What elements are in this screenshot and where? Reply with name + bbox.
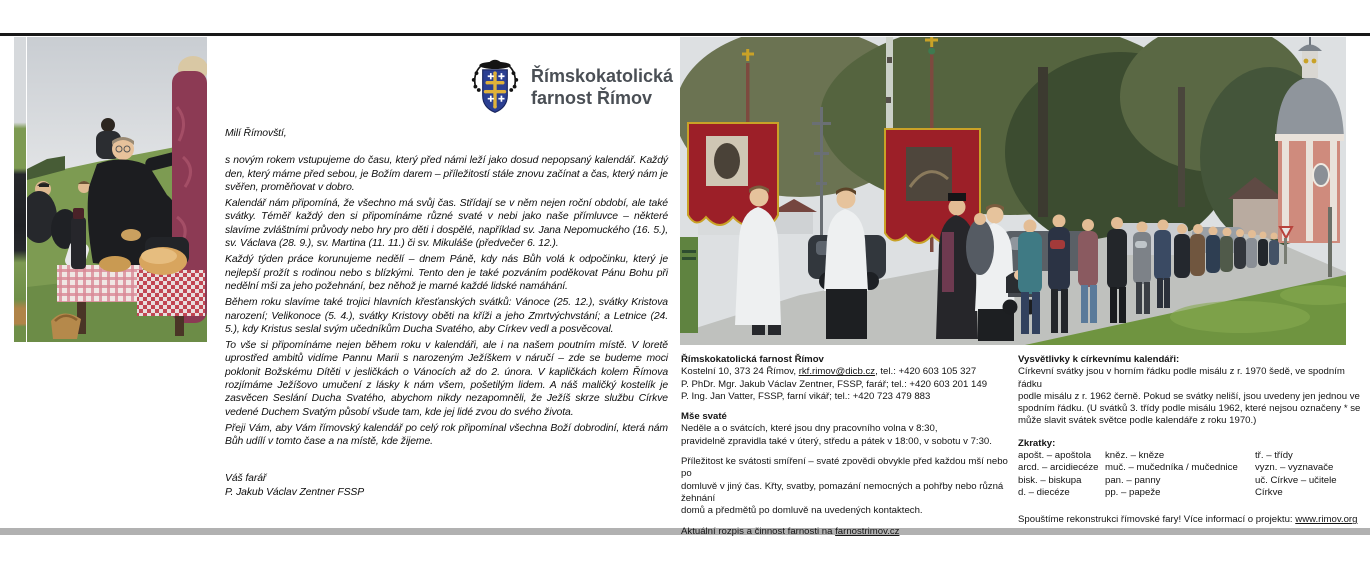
legend-line: podle misálu z r. 1962 černě. Pokud se svátky neliší, jsou uvedeny jen jednou ve <box>1018 390 1360 402</box>
address-suffix: , tel.: +420 603 105 327 <box>875 366 977 378</box>
right-photo-procession <box>680 37 1346 345</box>
masses-line: Neděle a o svátcích, které jsou dny pracovního volna v 8:30, <box>681 423 938 435</box>
letter-closing <box>225 472 668 501</box>
priest-line: P. PhDr. Mgr. Jakub Václav Zentner, FSSP, farář; tel.: +420 603 201 149 <box>681 378 988 390</box>
coat-of-arms-icon <box>467 54 523 117</box>
abbr-column-3 <box>1255 450 1362 499</box>
vicar-line: P. Ing. Jan Vatter, FSSP, farní vikář; tel.: +420 723 479 883 <box>681 390 931 402</box>
reconstruction-prefix: Spouštíme rekonstrukci římovské fary! Více informací o projektu: <box>1018 514 1296 526</box>
schedule-prefix: Aktuální rozpis a činnost farnosti na <box>681 525 836 537</box>
sacraments-line: domluvě v jiný čas. Křty, svatby, pomazání nemocných a pohřby nebo různá žehnání <box>681 480 1004 504</box>
letter-paragraph: To vše si připomínáme nejen během roku v kalendáři, ale i na našem poutním místě. V loretě uprostřed ambitů vidíme Pannu Marii s narozeným Ježíškem v náručí – zde se budeme moci poklonit Božskému Dítěti v jesličkách o Vánocích až do 2. února. V kapličkách kolem Římova rozjímáme Ježíšovo umučení z lásky k nám všem, pošetilým lidem. A náš maličký kostelík je zasvěcen Seslání Ducha Svatého, abychom nikdy nezapomněli, že Ježíš skrze službu Církve vedené Duchem Svatým působí všude tam, kde jej lidé zvou do svého života. <box>225 340 668 418</box>
parish-logo-text <box>531 66 673 109</box>
contact-column <box>681 354 1013 538</box>
reconstruction-line <box>1018 514 1362 526</box>
abbreviations-table <box>1018 450 1362 499</box>
email-link[interactable]: rkf.rimov@dicb.cz <box>798 366 876 378</box>
abbreviations-heading: Zkratky: <box>1018 437 1056 449</box>
abbr-item: arcd. – arcidiecéze <box>1018 462 1099 474</box>
left-photo-bleed-strip <box>14 37 26 342</box>
abbr-item: d. – diecéze <box>1018 486 1070 498</box>
letter-paragraph: Kalendář nám připomíná, že všechno má svůj čas. Střídají se v něm nejen roční období, ale také svátky. Téměř každý den si připomínáme různé svaté v nebi jako naše přímluvce – některé slavíme zvláštními průvody nebo hry pro děti i dospělé, například sv. Jana Nepomuckého (16. 5.), sv. Václava (28. 9.), sv. Martina (11. 11.) či sv. Mikuláše (předvečer 6. 12.). <box>225 198 668 250</box>
sacraments-line: domů a předmětů po domluvě na uvedených kontaktech. <box>681 505 923 517</box>
address-prefix: Kostelní 10, 373 24 Římov, <box>681 366 799 378</box>
parish-website-link[interactable]: farnostrimov.cz <box>835 525 900 537</box>
logo-text-line1: Římskokatolická <box>531 66 674 86</box>
legend-line: může slavit svátek světce podle kalendáře z roku 1970.) <box>1018 415 1257 427</box>
letter-paragraph: Každý týden práce korunujeme nedělí – dnem Páně, kdy nás Bůh volá k odpočinku, který je nejlepší prožít s rodinou nebo s blízkými. Tento den je také pozváním poděkovat Pánu Bohu při nedělní mši za jeho požehnání, bez něhož je marné každé lidské namáhání. <box>225 254 668 292</box>
letter-paragraph: s novým rokem vstupujeme do času, který před námi leží jako dosud nepopsaný kalendář. Každý den, který máme před sebou, je Božím darem – příležitostí stále znovu začínat a čas, který nám je svěřen, proměňovat v dobro. <box>225 155 668 193</box>
abbr-column-1 <box>1018 450 1105 499</box>
abbr-item: pan. – panny <box>1105 474 1161 486</box>
abbr-item: bisk. – biskupa <box>1018 474 1082 486</box>
closing-name: P. Jakub Václav Zentner FSSP <box>225 487 365 499</box>
abbr-item: kněz. – kněze <box>1105 450 1165 462</box>
left-photo-picnic <box>27 37 207 342</box>
abbr-item: uč. Církve – učitele Církve <box>1255 474 1337 498</box>
abbr-column-2 <box>1105 450 1255 499</box>
abbr-item: vyzn. – vyznavače <box>1255 462 1334 474</box>
abbr-item: muč. – mučedníka / mučednice <box>1105 462 1238 474</box>
letter-paragraph: Přeji Vám, aby Vám římovský kalendář po celý rok připomínal všechna Boží dobrodiní, která nám Bůh udílí v tomto čase a na místě, kde žijeme. <box>225 422 668 448</box>
abbr-item: apošt. – apoštola <box>1018 450 1092 462</box>
shield <box>483 70 508 113</box>
legend-heading: Vysvětlivky k církevnímu kalendáři: <box>1018 354 1180 365</box>
logo-text-line2: farnost Římov <box>531 87 653 108</box>
calendar-legend-column <box>1018 354 1362 527</box>
masses-heading: Mše svaté <box>681 411 727 423</box>
rimov-project-link[interactable]: www.rimov.org <box>1295 514 1358 526</box>
abbr-item: tř. – třídy <box>1255 450 1293 462</box>
top-rule <box>0 33 1370 36</box>
picnic-photo-illustration <box>27 37 207 342</box>
letter-greeting: Milí Římovští, <box>225 128 287 139</box>
masses-line: pravidelně zpravidla také v úterý, středu a pátek v 18:00, v sobotu v 7:30. <box>681 435 992 447</box>
legend-line: spodním řádku. (U svátků 3. třídy podle misálu 1962, které nejsou označeny * se <box>1018 403 1361 415</box>
closing-role: Váš farář <box>225 472 267 484</box>
thermos <box>71 217 86 269</box>
letter-paragraph: Během roku slavíme také trojici hlavních křesťanských svátků: Vánoce (25. 12.), svátky Kristova narození; Velikonoce (5. 4.), svátky Kristovy oběti na kříži a jeho Zmrtvýchvstání; a Letnice (24. 5.), kdy Kristus seslal svým učedníkům Ducha Svatého, aby Církev vedl a posvěcoval. <box>225 297 668 335</box>
schedule-line <box>681 526 1013 538</box>
abbr-item: pp. – papeže <box>1105 486 1161 498</box>
pastor-letter <box>225 127 668 501</box>
address-line <box>681 366 1013 378</box>
legend-line: Církevní svátky jsou v horním řádku podle misálu z r. 1970 šedě, ve spodním řádku <box>1018 366 1345 390</box>
procession-photo-illustration <box>680 37 1346 345</box>
sacraments-line: Příležitost ke svátosti smíření – svaté zpovědi obvykle před každou mší nebo po <box>681 456 1008 480</box>
basket <box>51 313 81 339</box>
contact-heading: Římskokatolická farnost Římov <box>681 354 824 365</box>
